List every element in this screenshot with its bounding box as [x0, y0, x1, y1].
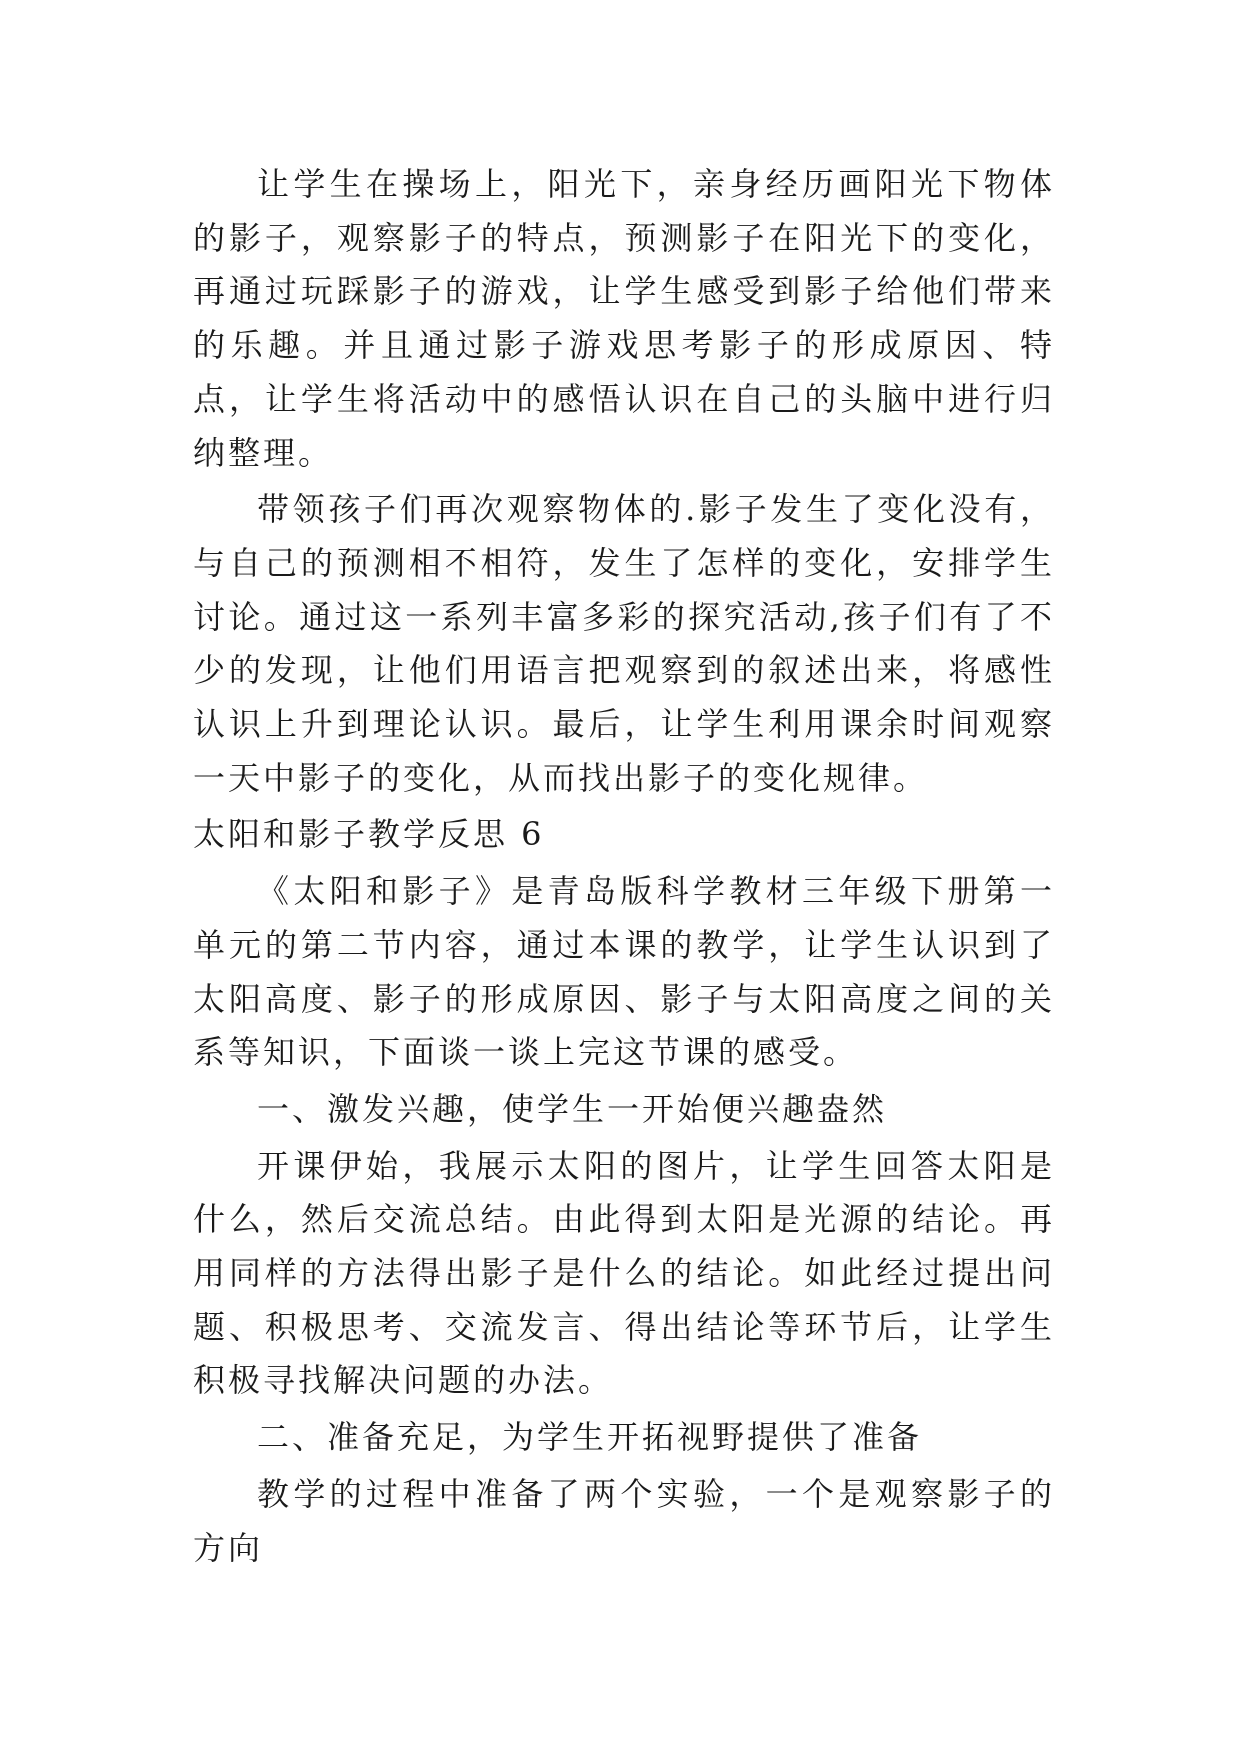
section-heading: 太阳和影子教学反思 6	[193, 815, 545, 854]
subheading-1: 一、激发兴趣，使学生一开始便兴趣盎然	[257, 1089, 888, 1128]
paragraph-3: 《太阳和影子》是青岛版科学教材三年级下册第一单元的第二节内容，通过本课的教学，让学生认识到了太阳高度、影子的形成原因、影子与太阳高度之间的关系等知识，下面谈一谈上完这节课的感受。	[193, 872, 1055, 1072]
document-body	[193, 158, 1055, 1578]
paragraph-2: 带领孩子们再次观察物体的.影子发生了变化没有，与自己的预测相不相符，发生了怎样的变化，安排学生讨论。通过这一系列丰富多彩的探究活动,孩子们有了不少的发现，让他们用语言把观察到的叙述出来，将感性认识上升到理论认识。最后，让学生利用课余时间观察一天中影子的变化，从而找出影子的变化规律。	[193, 490, 1055, 797]
paragraph-5: 教学的过程中准备了两个实验，一个是观察影子的方向	[193, 1474, 1055, 1567]
subheading-2: 二、准备充足，为学生开拓视野提供了准备	[257, 1418, 923, 1457]
paragraph-1: 让学生在操场上，阳光下，亲身经历画阳光下物体的影子，观察影子的特点，预测影子在阳光下的变化，再通过玩踩影子的游戏，让学生感受到影子给他们带来的乐趣。并且通过影子游戏思考影子的形成原因、特点，让学生将活动中的感悟认识在自己的头脑中进行归纳整理。	[193, 165, 1055, 472]
paragraph-4: 开课伊始，我展示太阳的图片，让学生回答太阳是什么，然后交流总结。由此得到太阳是光源的结论。再用同样的方法得出影子是什么的结论。如此经过提出问题、积极思考、交流发言、得出结论等环节后，让学生积极寻找解决问题的办法。	[193, 1146, 1055, 1400]
